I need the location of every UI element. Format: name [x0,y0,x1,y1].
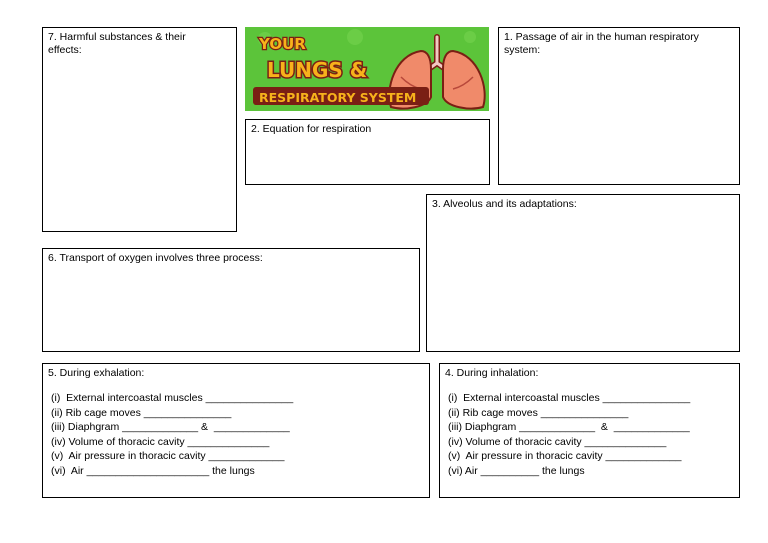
lungs-banner [245,27,489,111]
inhalation-list [448,391,690,478]
passage-of-air-title: 1. Passage of air in the human respiratory system: [504,31,699,56]
equation-title: 2. Equation for respiration [251,123,372,135]
inhalation-item: (vi) Air __________ the lungs [448,464,585,477]
exhalation-list [51,391,293,478]
inhalation-box [439,363,740,498]
equation-box [245,119,490,185]
alveolus-title: 3. Alveolus and its adaptations: [432,198,577,210]
exhalation-item: (v) Air pressure in thoracic cavity _____________ [51,450,285,462]
inhalation-item: (ii) Rib cage moves _______________ [448,406,629,419]
inhalation-title: 4. During inhalation: [445,367,539,379]
harmful-substances-title: 7. Harmful substances & their effects: [48,31,186,56]
exhalation-item: (iii) Diaphgram _____________ & _____________ [51,421,290,433]
transport-oxygen-title: 6. Transport of oxygen involves three process: [48,252,263,264]
exhalation-box [42,363,430,498]
inhalation-item: (i) External intercoastal muscles _______________ [448,392,691,404]
banner-graphic [245,27,489,111]
banner-line-2: LUNGS & [267,58,368,82]
exhalation-item: (iv) Volume of thoracic cavity ______________ [51,435,270,448]
transport-oxygen-box [42,248,420,352]
exhalation-item: (vi) Air _____________________ the lungs [51,464,255,477]
inhalation-item: (iv) Volume of thoracic cavity ______________ [448,435,667,448]
inhalation-item: (iii) Diaphgram _____________ & _____________ [448,421,690,433]
inhalation-item: (v) Air pressure in thoracic cavity _____________ [448,450,682,462]
harmful-substances-box [42,27,237,232]
banner-line-3: RESPIRATORY SYSTEM [259,90,417,105]
exhalation-item: (i) External intercoastal muscles _______________ [51,392,294,404]
banner-line-1: YOUR [259,35,306,53]
alveolus-box [426,194,740,352]
exhalation-item: (ii) Rib cage moves _______________ [51,406,232,419]
exhalation-title: 5. During exhalation: [48,367,145,379]
passage-of-air-box [498,27,740,185]
